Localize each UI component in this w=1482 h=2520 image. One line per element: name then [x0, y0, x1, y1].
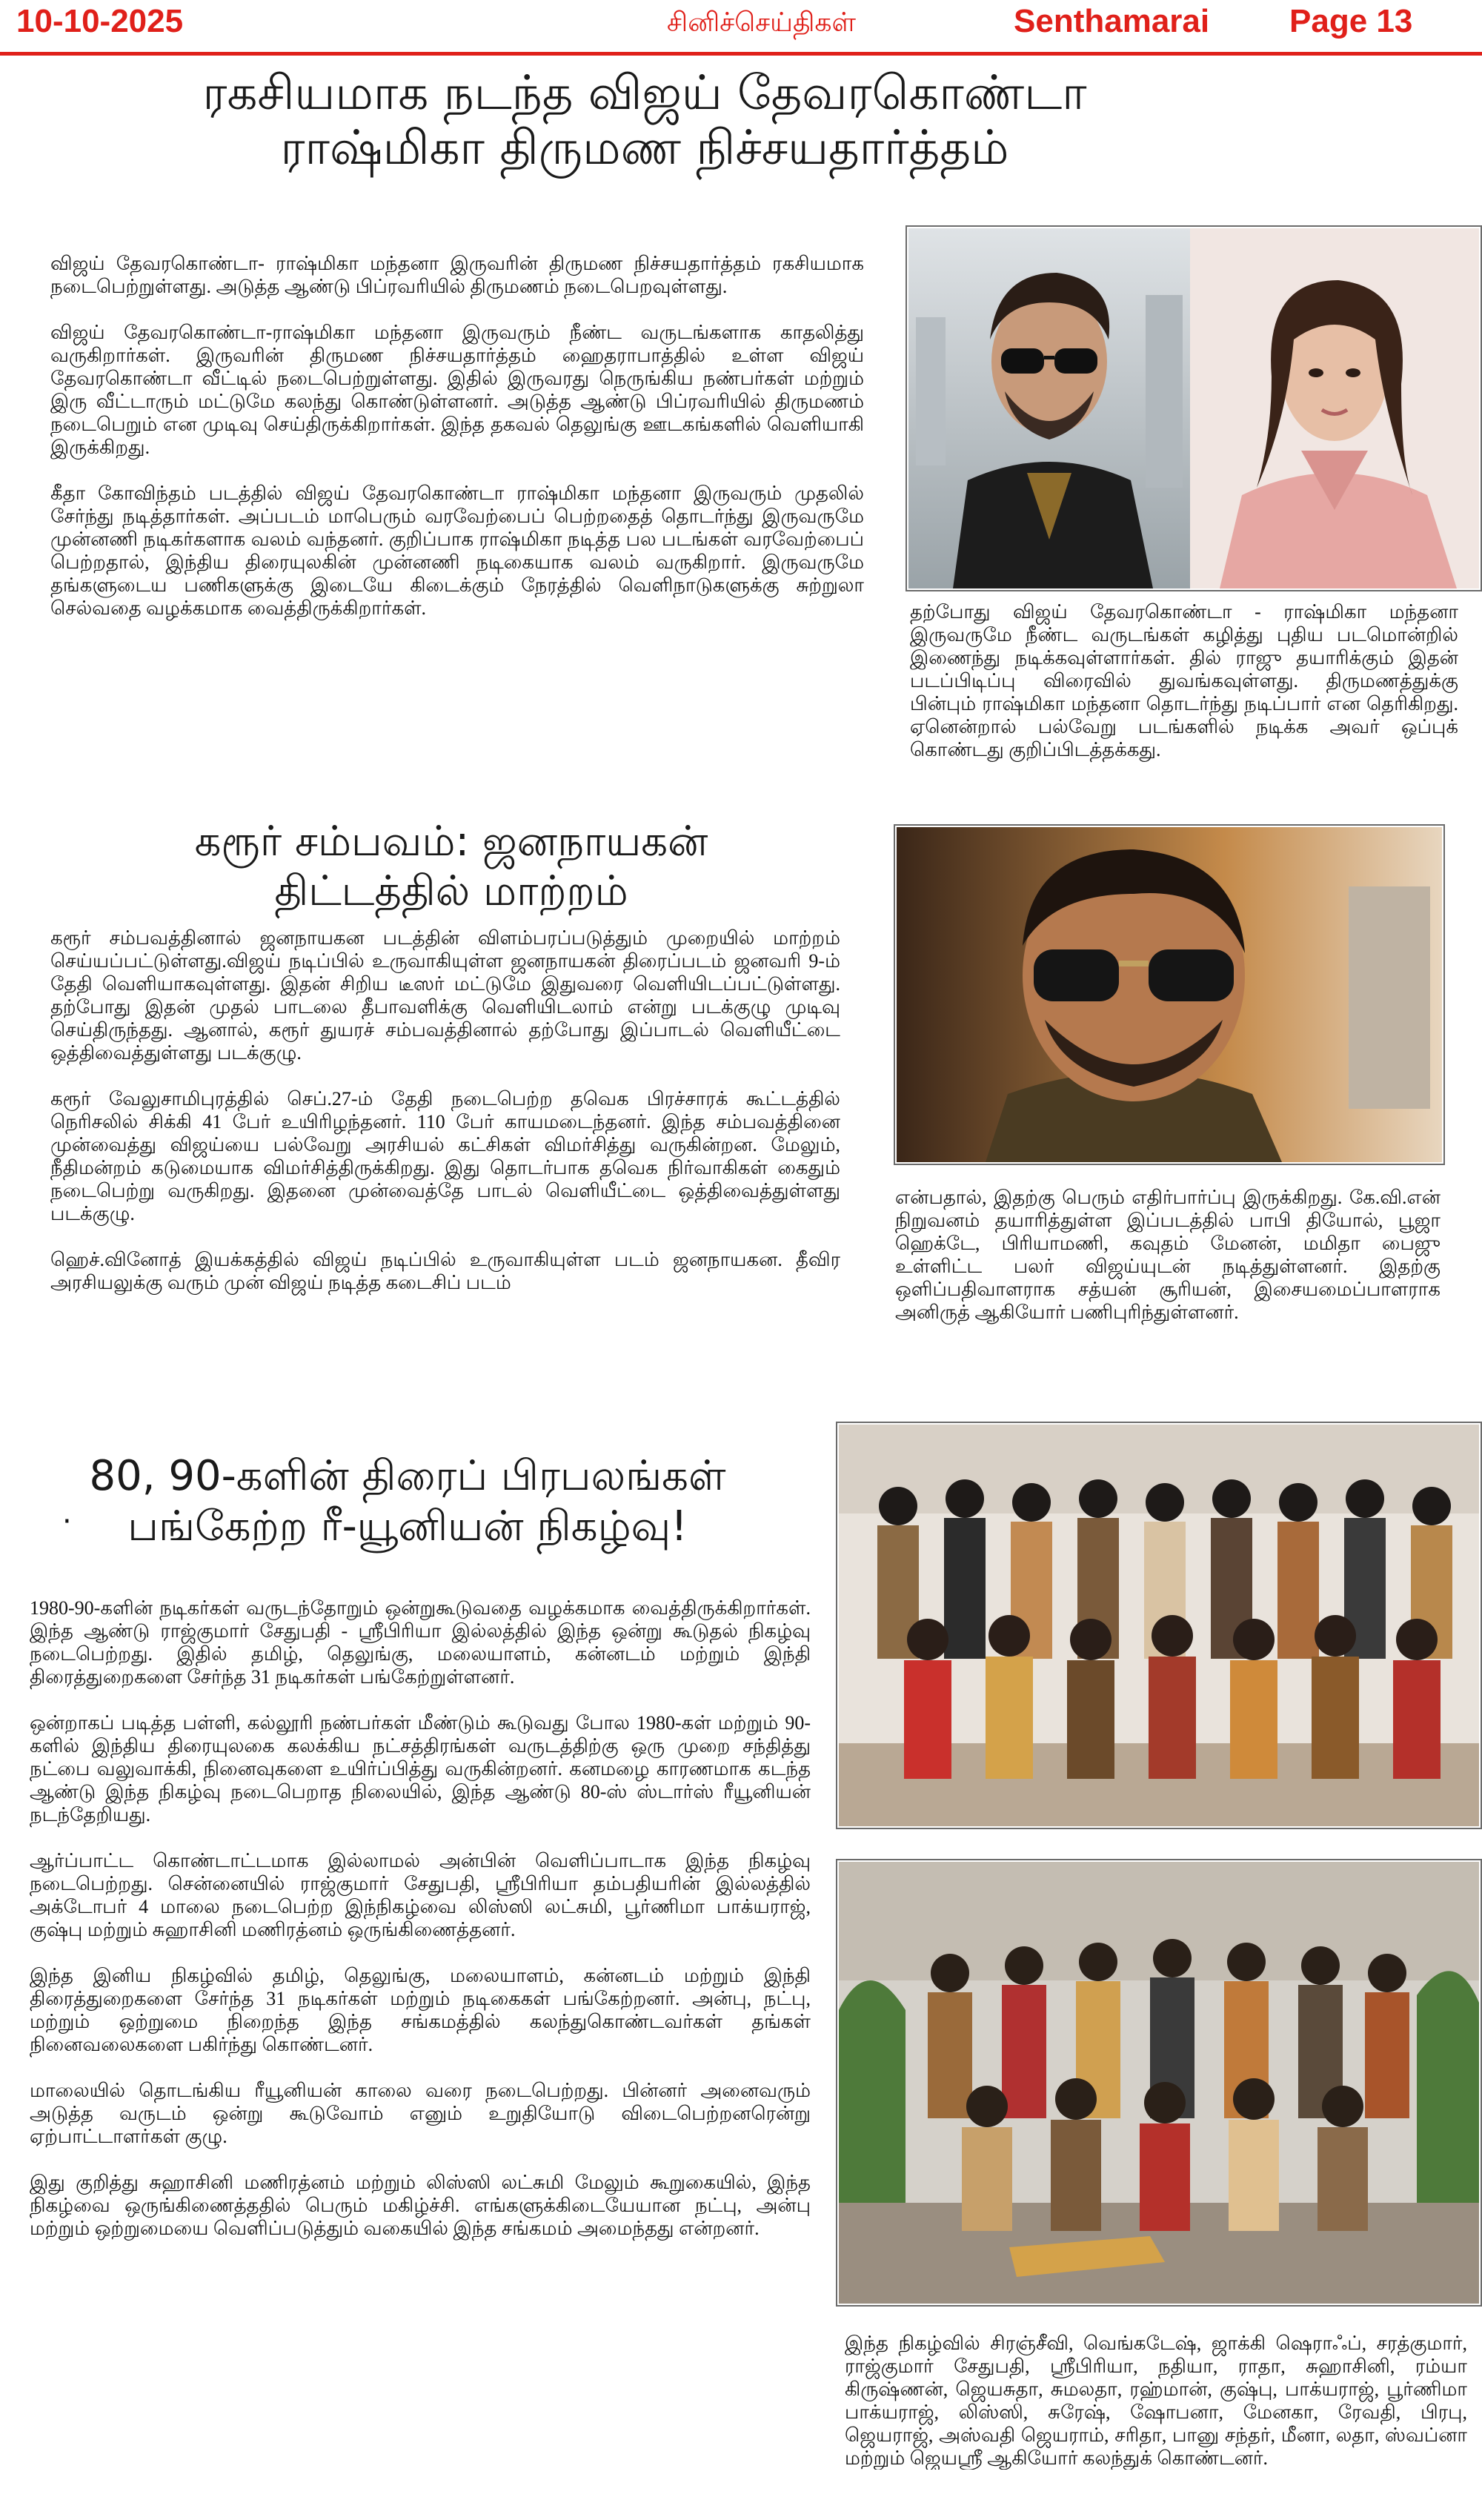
article3-body	[30, 1596, 811, 2240]
article3-paragraph: ஒன்றாகப் படித்த பள்ளி, கல்லூரி நண்பர்கள் மீண்டும் கூடுவது போல 1980-கள் மற்றும் 90-களில் இந்திய திரையுலகை கலக்கிய நட்சத்திரங்கள் வருடத்திற்கு ஒரு முறை சந்தித்து நட்பை வலுவாக்கி, நினைவுகளை உயிர்ப்பித்து வருகின்றனர். கனமழை காரணமாக கடந்த ஆண்டு இந்த நிகழ்வு நடைபெறாத நிலையில், இந்த ஆண்டு 80-ஸ் ஸ்டார்ஸ் ரீயூனியன் நடந்தேறியது.	[30, 1712, 811, 1826]
article1-caption: தற்போது விஜய் தேவரகொண்டா - ராஷ்மிகா மந்தனா இருவருமே நீண்ட வருடங்கள் கழித்து புதிய படமொன்றில் இணைந்து நடிக்கவுள்ளார்கள். தில் ராஜு தயாரிக்கும் இதன் படப்பிடிப்பு விரைவில் துவங்கவுள்ளது. திருமணத்துக்கு பின்பும் ராஷ்மிகா மந்தனா தொடர்ந்து நடிப்பார் என தெரிகிறது. ஏனென்றால் பல்வேறு படங்களில் நடிக்க அவர் ஒப்புக் கொண்டது குறிப்பிடத்தக்கது.	[910, 601, 1458, 760]
article2-headline: கரூர் சம்பவம்: ஜனநாயகன் திட்டத்தில் மாற்றம்	[194, 818, 708, 916]
headline-bullet: ·	[62, 1505, 72, 1539]
vijay-deverakonda-image	[908, 228, 1190, 588]
vijay-photo	[897, 827, 1442, 1162]
article2-body	[50, 926, 840, 1294]
reunion-women-image	[839, 1425, 1479, 1826]
reunion-photo-men	[839, 1862, 1479, 2304]
publication-name: Senthamarai	[1014, 3, 1210, 39]
vijay-deverakonda-photo	[908, 228, 1190, 588]
article1-paragraph: கீதா கோவிந்தம் படத்தில் விஜய் தேவரகொண்டா ராஷ்மிகா மந்தனா இருவரும் முதலில் சேர்ந்து நடித்தார்கள். அப்படம் மாபெரும் வரவேற்பைப் பெற்றதைத் தொடர்ந்து இருவருமே முன்னணி நடிகர்களாக வலம் வந்தனர். குறிப்பாக ராஷ்மிகா நடித்த பல படங்கள் வரவேற்பைப் பெற்றதால், இந்திய திரையுலகின் முன்னணி நடிகையாக வலம் வருகிறார். இருவருமே தங்களுடைய பணிகளுக்கு இடையே கிடைக்கும் நேரத்தில் வெளிநாடுகளுக்கு சுற்றுலா செல்வதை வழக்கமாக வைத்திருக்கிறார்கள்.	[50, 483, 864, 619]
rashmika-mandanna-image	[1190, 228, 1479, 588]
article3-paragraph: மாலையில் தொடங்கிய ரீயூனியன் காலை வரை நடைபெற்றது. பின்னர் அனைவரும் அடுத்த வருடம் ஒன்று கூடுவோம் எனும் உறுதியோடு விடைபெற்றனரென்று ஏற்பாட்டாளர்கள் குழு.	[30, 2080, 811, 2147]
article3-caption: இந்த நிகழ்வில் சிரஞ்சீவி, வெங்கடேஷ், ஜாக்கி ஷெராஃப், சரத்குமார், ராஜ்குமார் சேதுபதி, ஸ்ரீபிரியா, நதியா, ராதா, சுஹாசினி, ரம்யா கிருஷ்ணன், ஜெயசுதா, சுமலதா, ரஹ்மான், குஷ்பு, பாக்யராஜ், பூர்ணிமா பாக்யராஜ், லிஸ்ஸி, சுரேஷ், ஷோபனா, மேனகா, ரேவதி, பிரபு, ஜெயராஜ், அஸ்வதி ஜெயராம், சரிதா, பானு சந்தர், மீனா, லதா, ஸ்வப்னா மற்றும் ஜெயஸ்ரீ ஆகியோர் கலந்துக் கொண்டனர்.	[845, 2332, 1467, 2469]
article1-paragraph: விஜய் தேவரகொண்டா- ராஷ்மிகா மந்தனா இருவரின் திருமண நிச்சயதார்த்தம் ரகசியமாக நடைபெற்றுள்ளது. அடுத்த ஆண்டு பிப்ரவரியில் திருமணம் நடைபெறவுள்ளது.	[50, 253, 864, 297]
article2-paragraph: ஹெச்.வினோத் இயக்கத்தில் விஜய் நடிப்பில் உருவாகியுள்ள படம் ஜனநாயகன. தீவிர அரசியலுக்கு வரும் முன் விஜய் நடித்த கடைசிப் படம்	[50, 1249, 840, 1293]
reunion-men-image	[839, 1862, 1479, 2304]
article3-paragraph: 1980-90-களின் நடிகர்கள் வருடந்தோறும் ஒன்றுகூடுவதை வழக்கமாக வைத்திருக்கிறார்கள். இந்த ஆண்டு ராஜ்குமார் சேதுபதி - ஸ்ரீபிரியா இல்லத்தில் இந்த ஒன்று கூடுதல் நிகழ்வு நடைபெற்றது. இதில் தமிழ், தெலுங்கு, மலையாளம், கன்னடம் மற்றும் இந்தி திரைத்துறைகளை சேர்ந்த 31 நடிகர்கள் பங்கேற்றுள்ளனர்.	[30, 1597, 811, 1688]
article1-paragraph: விஜய் தேவரகொண்டா-ராஷ்மிகா மந்தனா இருவரும் நீண்ட வருடங்களாக காதலித்து வருகிறார்கள். இருவரின் திருமண நிச்சயதார்த்தம் ஹைதராபாத்தில் உள்ள விஜய் தேவரகொண்டா வீட்டில் நடைபெற்றுள்ளது. இதில் இருவரது நெருங்கிய நண்பர்கள் மற்றும் இரு வீட்டாரும் மட்டுமே கலந்து கொண்டுள்ளனர். அடுத்த ஆண்டு பிப்ரவரியில் திருமணம் நடைபெறும் என முடிவு செய்திருக்கிறார்கள். இந்த தகவல் தெலுங்கு ஊடகங்களில் வெளியாகி இருக்கிறது.	[50, 322, 864, 458]
rashmika-mandanna-photo	[1190, 228, 1479, 588]
issue-date: 10-10-2025	[16, 3, 184, 39]
article3-paragraph: ஆர்ப்பாட்ட கொண்டாட்டமாக இல்லாமல் அன்பின் வெளிப்பாடாக இந்த நிகழ்வு நடைபெற்றது. சென்னையில் ராஜ்குமார் சேதுபதி, ஸ்ரீபிரியா தம்பதியரின் இல்லத்தில் அக்டோபர் 4 மாலை நடைபெற்ற இந்நிகழ்வை லிஸ்ஸி லட்சுமி, பூர்ணிமா பாக்யராஜ், குஷ்பு மற்றும் சுஹாசினி மணிரத்னம் ஒருங்கிணைத்தனர்.	[30, 1850, 811, 1940]
article2-paragraph: கரூர் சம்பவத்தினால் ஜனநாயகன படத்தின் விளம்பரப்படுத்தும் முறையில் மாற்றம் செய்யப்பட்டுள்ளது.விஜய் நடிப்பில் உருவாகியுள்ள ஜனநாயகன் திரைப்படம் ஜனவரி 9-ம் தேதி வெளியாகவுள்ளது. இதன் சிறிய டீஸர் மட்டுமே இதுவரை வெளியிடப்பட்டுள்ளது. தற்போது இதன் முதல் பாடலை தீபாவளிக்கு வெளியிடலாம் என்று படக்குழு முடிவு செய்திருந்தது. ஆனால், கரூர் துயரச் சம்பவத்தினால் தற்போது இப்பாடல் வெளியீட்டை ஒத்திவைத்துள்ளது படக்குழு.	[50, 927, 840, 1064]
article2-caption: என்பதால், இதற்கு பெரும் எதிர்பார்ப்பு இருக்கிறது. கே.வி.என் நிறுவனம் தயாரித்துள்ள இப்படத்தில் பாபி தியோல், பூஜா ஹெக்டே, பிரியாமணி, கவுதம் மேனன், மமிதா பைஜு உள்ளிட்ட பலர் விஜய்யுடன் நடித்துள்ளனர். இதற்கு ஒளிப்பதிவாளராக சத்யன் சூரியன், இசையமைப்பாளராக அனிருத் ஆகியோர் பணிபுரிந்துள்ளனர்.	[895, 1187, 1441, 1323]
page-number: Page 13	[1289, 3, 1413, 39]
article2-paragraph: கரூர் வேலுசாமிபுரத்தில் செப்.27-ம் தேதி நடைபெற்ற தவெக பிரச்சாரக் கூட்டத்தில் நெரிசலில் சிக்கி 41 பேர் உயிரிழந்தனர். 110 பேர் காயமடைந்தனர். இந்த சம்பவத்தினை முன்வைத்து விஜய்யை பல்வேறு அரசியல் கட்சிகள் விமர்சித்து வருகின்றன. மேலும், நீதிமன்றம் கடுமையாக விமர்சித்திருக்கிறது. இது தொடர்பாக தவெக நிர்வாகிகள் கைதும் நடைபெற்று வருகிறது. இதனை முன்வைத்தே பாடல் வெளியீட்டை ஒத்திவைத்துள்ளது படக்குழு.	[50, 1088, 840, 1224]
header-rule	[0, 52, 1482, 56]
article3-headline: 80, 90-களின் திரைப் பிரபலங்கள் பங்கேற்ற ரீ-யூனியன் நிகழ்வு!	[89, 1452, 726, 1551]
page-header	[0, 0, 1482, 53]
article1-body	[50, 252, 864, 620]
article1-headline: ரகசியமாக நடந்த விஜய் தேவரகொண்டா ராஷ்மிகா திருமண நிச்சயதார்த்தம்	[202, 66, 1087, 176]
section-name: சினிச்செய்திகள்	[667, 7, 857, 38]
reunion-photo-women	[839, 1425, 1479, 1826]
vijay-image	[897, 827, 1442, 1162]
article3-paragraph: இந்த இனிய நிகழ்வில் தமிழ், தெலுங்கு, மலையாளம், கன்னடம் மற்றும் இந்தி திரைத்துறைகளை சேர்ந்த 31 நடிகர்கள் மற்றும் நடிகைகள் பங்கேற்றனர். அன்பு, நட்பு, மற்றும் ஒற்றுமை நிறைந்த இந்த சங்கமத்தில் கலந்துகொண்டவர்கள் தங்கள் நினைவலைகளை பகிர்ந்து கொண்டனர்.	[30, 1965, 811, 2055]
article3-paragraph: இது குறித்து சுஹாசினி மணிரத்னம் மற்றும் லிஸ்ஸி லட்சுமி மேலும் கூறுகையில், இந்த நிகழ்வை ஒருங்கிணைத்ததில் பெரும் மகிழ்ச்சி. எங்களுக்கிடையேயான நட்பு, அன்பு மற்றும் ஒற்றுமையை வெளிப்படுத்தும் வகையில் இந்த சங்கமம் அமைந்தது என்றனர்.	[30, 2172, 811, 2239]
